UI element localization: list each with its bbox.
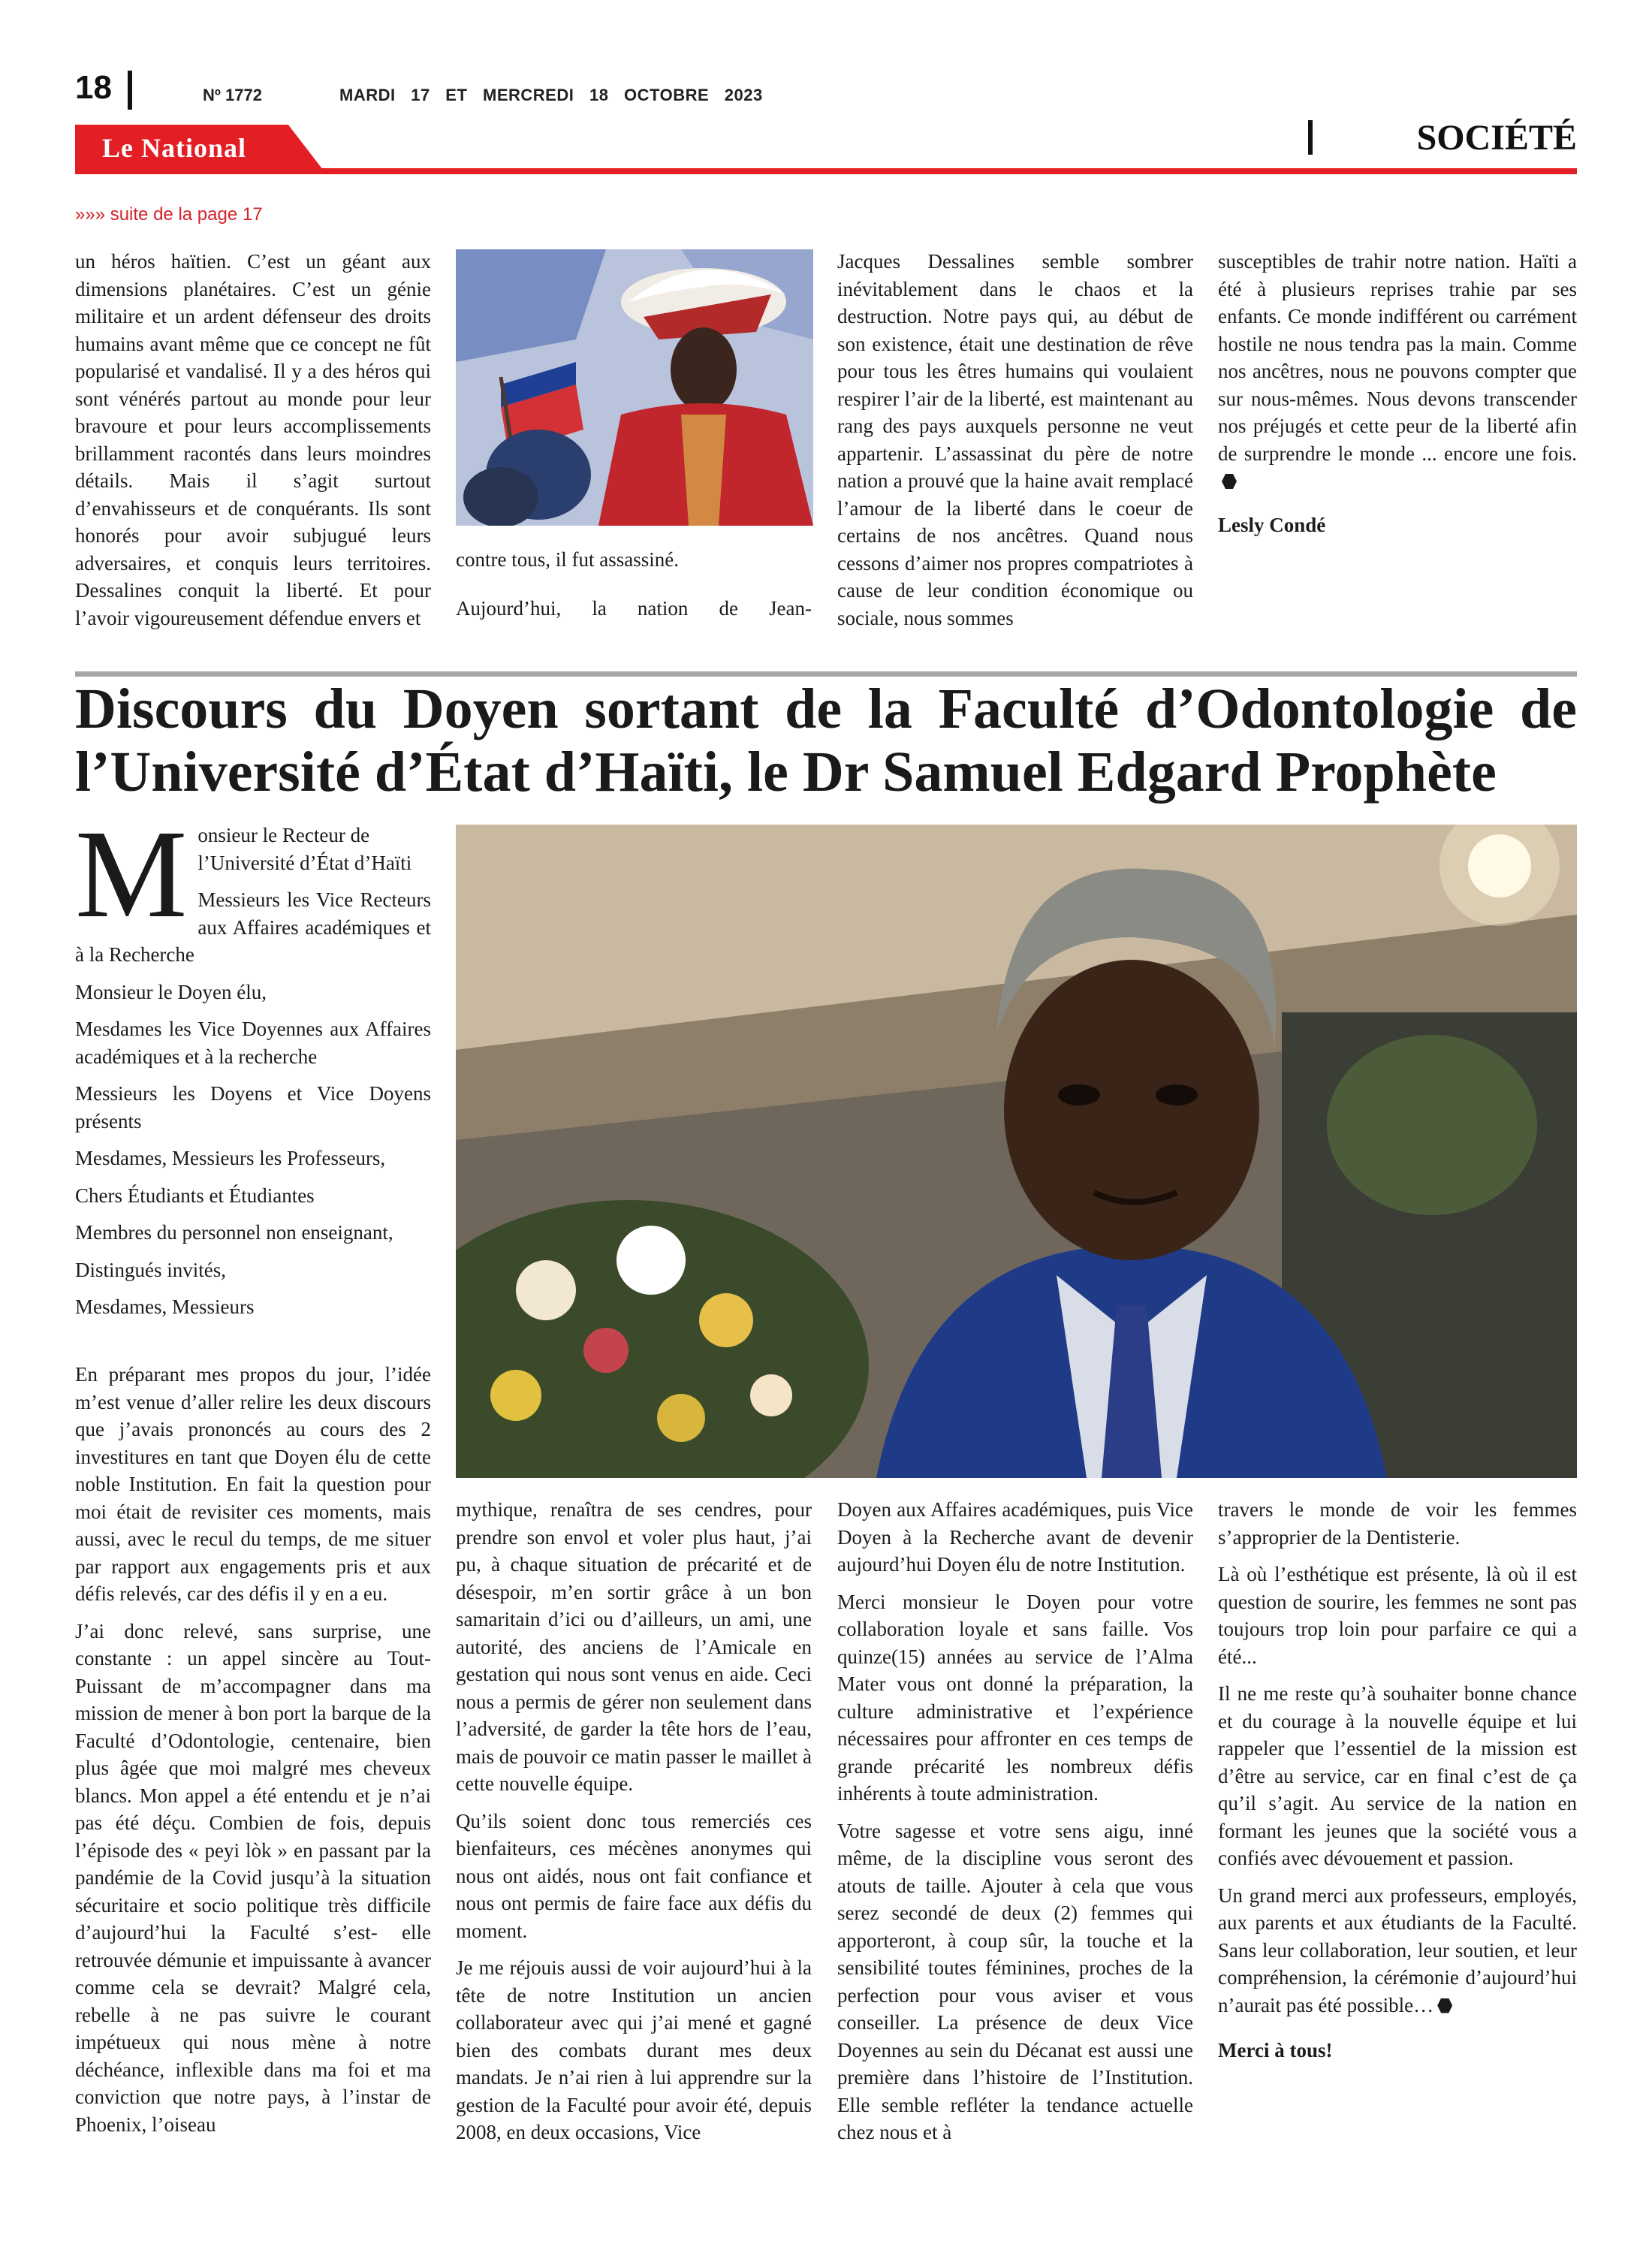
paragraph: un héros haïtien. C’est un géant aux dimensions planétaires. C’est un génie militaire et un ardent défenseur des droits humains avant même que ce concept ne fût popularisé et vandalisé. Il y a des héros qui sont vénérés partout au monde pour leur bravoure et pour leurs accomplissements brillamment racontés dans leurs moindres détails. Mais il s’agit surtout d’envahisseurs et de conquérants. Ils sont honorés pour avoir subjugué leurs adversaires, et conquis leurs territoires. Dessalines conquit la liberté. Et pour l’avoir vigoureusement défendue envers et (75, 250, 431, 629)
issue-date: MARDI 17 ET MERCREDI 18 OCTOBRE 2023 (339, 86, 763, 104)
article-separator (75, 671, 1577, 677)
drop-cap: M (75, 804, 188, 944)
end-of-article-icon (1437, 1998, 1452, 2013)
paragraph: Votre sagesse et votre sens aigu, inné même, de la discipline vous seront des atouts de taille. Ajouter à cela que vous serez secondé de deux (2) femmes qui apporteront, à coup sûr, la touche et la sensibilité toutes féminines, proches de la perfection pour vous aviser et vous conseiller. La présence de deux Vice Doyennes au sein du Décanat est aussi une première dans l’histoire de l’Institution. Elle semble refléter la tendance actuelle chez nous et à (837, 1819, 1193, 2143)
main-article-column-4 (1218, 1496, 1577, 2074)
end-of-article-icon (1222, 474, 1237, 489)
article-headline: Discours du Doyen sortant de la Faculté d’Odontologie de l’Université d’État d’Haïti, le Dr Samuel Edgard Prophète (75, 677, 1577, 804)
header-red-rule (75, 168, 1577, 174)
salutation-line: Mesdames les Vice Doyennes aux Affaires académiques et à la recherche (75, 1018, 431, 1068)
paragraph: Merci monsieur le Doyen pour votre collaboration loyale et sans faille. Vos quinze(15) années au service de l’Alma Mater vous ont donné la préparation, la culture administrative et l’expérience nécessaires pour affronter en ces temps de grande précarité les nombreux défis inhérents à toute administration. (837, 1590, 1193, 1805)
dessalines-painting-photo (456, 249, 813, 526)
top-article-column-1 (75, 248, 431, 641)
salutation-line: Membres du personnel non enseignant, (75, 1221, 393, 1244)
paragraph: Là où l’esthétique est présente, là où il est question de sourire, les femmes ne sont pas toujours trop loin pour parfaire ce qui a été... (1218, 1563, 1577, 1668)
top-article-column-3 (837, 248, 1193, 641)
paragraph: Aujourd’hui, la nation de Jean- (456, 596, 812, 620)
salutation-line: Messieurs les Vice Recteurs aux Affaires académiques et à la Recherche (75, 888, 431, 966)
closing-line: Merci à tous! (1218, 2039, 1333, 2061)
doyen-portrait-illustration (456, 825, 1577, 1478)
main-article-column-3 (837, 1496, 1193, 2156)
top-article-column-4 (1218, 248, 1577, 548)
paragraph: Je me réjouis aussi de voir aujourd’hui à la tête de notre Institution un ancien collaborateur avec qui j’ai mené et gagné bien des combats durant mes deux mandats. Je n’ai rien à lui apprendre sur la gestion de la Faculté pour avoir été, depuis 2008, en deux occasions, Vice (456, 1956, 812, 2143)
paragraph: mythique, renaîtra de ses cendres, pour prendre son envol et voler plus haut, j’ai pu, à chaque situation de précarité et de désespoir, m’en sortir grâce à un bon samaritain d’ici ou d’ailleurs, un ami, une autorité, des anciens de l’Amicale en gestation qui nous sont venus en aide. Ceci nous a permis de gérer non seulement dans l’adversité, de garder la tête hors de l’eau, mais de pouvoir ce matin passer le maillet à cette nouvelle équipe. (456, 1498, 812, 1795)
page-number-divider (128, 71, 132, 110)
paragraph-text: susceptibles de trahir notre nation. Haïti a été à plusieurs reprises trahie par ses enfants. Ce monde indifférent ou carrément hostile ne nous tendra pas la main. Comme nos ancêtres, nous ne pouvons compter que sur nous-mêmes. Nous devons transcender nos préjugés et cette peur de la liberté afin de surprendre le monde ... encore une fois. (1218, 250, 1577, 465)
dessalines-painting-illustration (456, 249, 813, 526)
salutation-line: Mesdames, Messieurs (75, 1295, 255, 1318)
paragraph: travers le monde de voir les femmes s’approprier de la Dentisterie. (1218, 1498, 1577, 1549)
doyen-portrait-photo (456, 825, 1577, 1478)
salutation-line: Monsieur le Doyen élu, (75, 980, 267, 1003)
salutation-line: onsieur le Recteur de l’Université d’État d’Haïti (197, 824, 412, 874)
paragraph: Il ne me reste qu’à souhaiter bonne chance et du courage à la nouvelle équipe et lui rappeler que l’essentiel de la mission est d’être au service, car en final c’est de ça qu’il s’agit. Au service de la nation en formant les jeunes que la société vous a confiés avec dévouement et passion. (1218, 1682, 1577, 1869)
salutation-line: Messieurs les Doyens et Vice Doyens présents (75, 1082, 431, 1133)
salutation-line: Distingués invités, (75, 1258, 226, 1281)
continued-from-link[interactable]: »»» suite de la page 17 (75, 204, 263, 225)
paragraph: J’ai donc relevé, sans surprise, une constante : un appel sincère au Tout-Puissant de m’accompagner dans ma mission de mener à bon port la barque de la Faculté d’Odontologie, centenaire, bien plus âgée que moi malgré mes cheveux blancs. Mon appel a été entendu et je n’ai pas été déçu. Combien de fois, depuis l’épisode des « peyi lòk » en passant par la pandémie de la Covid jusqu’à la situation sécuritaire et socio politique très difficile d’aujourd’hui la Faculté s’est- elle retrouvée démunie et impuissante à avancer comme cela se devrait? Malgré cela, rebelle à ne pas suivre le courant impétueux qui nous mène à notre déchéance, inflexible dans ma foi et ma conviction que notre pays, à l’instar de Phoenix, l’oiseau (75, 1619, 431, 2136)
paragraph-text: Un grand merci aux professeurs, employés, aux parents et aux étudiants de la Faculté. Sans leur collaboration, leur soutien, et leur compréhension, la cérémonie d’aujourd’hui n’aurait pas été possible… (1218, 1884, 1577, 2016)
paragraph (1218, 248, 1577, 495)
salutation-column (75, 804, 431, 1331)
top-article-column-2 (456, 546, 812, 632)
paragraph: Jacques Dessalines semble sombrer inévitablement dans le chaos et la destruction. Notre pays qui, au début de son existence, était une destination de rêve pour tous les êtres humains qui voulaient respirer l’air de la liberté, est maintenant au rang des pays auxquels personne ne veut appartenir. L’assassinat du père de notre nation a prouvé que la haine avait remplacé l’amour de la liberté dans le coeur de certains de nos ancêtres. Quand nous cessons d’aimer nos propres compatriotes à cause de leur condition économique ou sociale, nous sommes (837, 250, 1193, 629)
paragraph: Doyen aux Affaires académiques, puis Vice Doyen à la Recherche avant de devenir aujourd’hui Doyen élu de notre Institution. (837, 1498, 1193, 1576)
section-divider (1308, 120, 1313, 155)
salutation-line: Mesdames, Messieurs les Professeurs, (75, 1147, 386, 1169)
issue-number: Nº 1772 (203, 86, 262, 104)
paragraph: En préparant mes propos du jour, l’idée m’est venue d’aller relire les deux discours que j’avais prononcés au cours des 2 investitures en tant que Doyen élu de cette noble Institution. En fait la question pour moi était de revisiter ces moments, mais aussi, avec le recul du temps, de me situer par rapport aux engagements pris et aux défis relevés, car des défis il y en a eu. (75, 1363, 431, 1605)
salutation-line: Chers Étudiants et Étudiantes (75, 1184, 315, 1207)
paragraph (1218, 1882, 1577, 2019)
page-number: 18 (75, 69, 112, 106)
section-title: SOCIÉTÉ (1416, 118, 1577, 158)
main-article-column-2 (456, 1496, 812, 2156)
main-article-column-1 (75, 1361, 431, 2148)
paragraph: contre tous, il fut assassiné. (456, 548, 679, 571)
author-signature: Lesly Condé (1218, 513, 1326, 536)
brand-logo-text: Le National (102, 133, 247, 163)
paragraph: Qu’ils soient donc tous remerciés ces bienfaiteurs, ces mécènes anonymes qui nous ont aidés, nous ont fait confiance et nous ont permis de faire face aux défis du moment. (456, 1809, 812, 1942)
